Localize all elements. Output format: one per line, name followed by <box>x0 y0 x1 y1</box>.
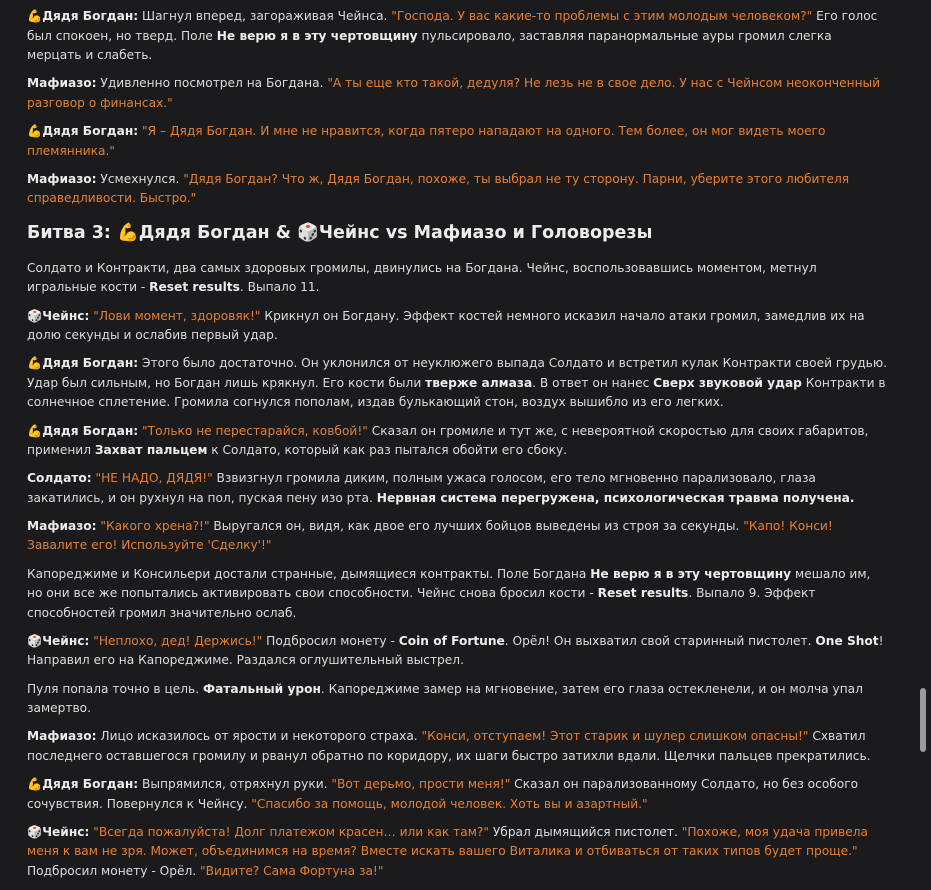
text: ! Направил его на Капореджиме. Раздался оглушительный выстрел. <box>27 633 884 668</box>
bold-text: Reset results <box>149 280 240 295</box>
story-paragraph <box>27 7 889 66</box>
story-paragraph <box>27 632 889 671</box>
text: Этого было достаточно. Он уклонился от неуклюжего выпада Солдато и встретил кулак Контракти своей грудью. Удар был сильным, но Богдан лишь крякнул. Его кости были <box>27 356 887 390</box>
bold-text: Нервная система перегружена, психологическая травма получена. <box>376 490 855 505</box>
story-paragraph <box>27 354 889 413</box>
scrollbar-thumb[interactable] <box>920 688 926 752</box>
bold-text: Мафиазо: <box>27 518 97 533</box>
dialogue-quote: "Какого хрена?!" <box>100 518 210 533</box>
text: Выпрямился, отряхнул руки. <box>138 776 332 791</box>
dialogue-quote: "Спасибо за помощь, молодой человек. Хоть вы и азартный." <box>251 796 648 811</box>
story-paragraph <box>27 170 889 209</box>
text: Чейнс vs Мафиазо и Головорезы <box>318 222 653 243</box>
bold-text: Coin of Fortune <box>398 633 505 648</box>
section-heading <box>27 221 889 245</box>
text: Капореджиме и Консильери достали странные, дымящиеся контракты. Поле Богдана <box>27 566 591 581</box>
flexed-biceps-icon: 💪 <box>27 356 43 371</box>
game-die-icon: 🎲 <box>27 824 43 839</box>
text: Удивленно посмотрел на Богдана. <box>96 76 328 91</box>
bold-text: Солдато: <box>27 471 92 486</box>
story-paragraph <box>27 565 889 624</box>
text: Убрал дымящийся пистолет. <box>489 824 682 839</box>
scrollbar[interactable] <box>918 0 928 780</box>
game-die-icon: 🎲 <box>27 633 43 648</box>
bold-text: Захват пальцем <box>94 443 208 458</box>
dialogue-quote: "Дядя Богдан? Что ж, Дядя Богдан, похоже, ты выбрал не ту сторону. Парни, уберите этого любителя справедливости. Быстро." <box>27 171 850 206</box>
flexed-biceps-icon: 💪 <box>27 123 43 138</box>
bold-text: Чейнс: <box>42 308 90 323</box>
text: . Выпало 11. <box>239 280 320 295</box>
bold-text: тверже алмаза <box>425 375 533 390</box>
text: Сказал он парализованному Солдато, но без особого сочувствия. Повернулся к Чейнсу. <box>27 776 859 811</box>
text: . В ответ он нанес <box>532 375 654 390</box>
story-paragraph <box>27 680 889 719</box>
bold-text: Дядя Богдан: <box>42 356 139 371</box>
text: . Выпало 9. Эффект способностей громил значительно ослаб. <box>27 586 816 620</box>
bold-text: Чейнс: <box>42 824 90 839</box>
bold-text: Reset results <box>597 586 689 601</box>
story-paragraph <box>27 307 889 346</box>
dialogue-quote: "Господа. У вас какие-то проблемы с этим молодым человеком?" <box>391 9 813 23</box>
text: мешало им, но они все же попытались активировать свои способности. Чейнс снова бросил кости - <box>27 566 871 601</box>
text: Выругался он, видя, как двое его лучших бойцов выведены из строя за секунды. <box>209 518 744 533</box>
text: . Орёл! Он выхватил свой старинный пистолет. <box>504 633 816 648</box>
story-paragraph <box>27 122 889 161</box>
flexed-biceps-icon: 💪 <box>27 9 43 23</box>
dialogue-quote: "Видите? Сама Фортуна за!" <box>199 863 384 878</box>
story-paragraph <box>27 727 889 766</box>
text: Лицо исказилось от ярости и некоторого страха. <box>96 729 422 744</box>
bold-text: Сверх звуковой удар <box>653 375 802 390</box>
text: Взвизгнул громила диким, полным ужаса голосом, его тело мгновенно парализовало, глаза закатились, и он рухнул на пол, пуская пену изо рта. <box>27 471 816 505</box>
bold-text: Мафиазо: <box>27 729 97 744</box>
story-paragraph <box>27 74 889 113</box>
dialogue-quote: "Я – Дядя Богдан. И мне не нравится, когда пятеро нападают на одного. Тем более, он мог видеть моего племянника." <box>27 123 826 158</box>
game-die-icon: 🎲 <box>27 308 43 323</box>
flexed-biceps-icon: 💪 <box>27 776 43 791</box>
text: . Капореджиме замер на мгновение, затем его глаза остекленели, и он молча упал замертво. <box>27 681 863 716</box>
text: Его голос был спокоен, но тверд. Поле <box>27 9 878 43</box>
bold-text: Мафиазо: <box>27 171 97 186</box>
text: Контракти в солнечное сплетение. Громила согнулся пополам, издав булькающий стон, воздух вышибло из его легких. <box>27 375 886 410</box>
text: Пуля попала точно в цель. <box>27 681 203 696</box>
dialogue-quote: "Конси, отступаем! Этот старик и шулер слишком опасны!" <box>421 729 809 744</box>
text: Подбросил монету - Орёл. <box>27 863 200 878</box>
text: Усмехнулся. <box>96 171 184 186</box>
bold-text: Дядя Богдан: <box>42 423 139 438</box>
bold-text: Дядя Богдан: <box>42 9 139 23</box>
bold-text: Мафиазо: <box>27 76 97 91</box>
flexed-biceps-icon: 💪 <box>27 423 43 438</box>
dialogue-quote: "НЕ НАДО, ДЯДЯ!" <box>95 471 213 486</box>
game-die-icon: 🎲 <box>297 222 319 243</box>
dialogue-quote: "Вот дерьмо, прости меня!" <box>331 776 511 791</box>
dialogue-quote: "Капо! Конси! Завалите его! Используйте 'Сделку'!" <box>27 518 833 553</box>
bold-text: Не верю я в эту чертовщину <box>216 28 418 43</box>
text: Крикнул он Богдану. Эффект костей немного исказил начало атаки громил, замедлив их на долю секунды и ослабив первый удар. <box>27 308 865 343</box>
story-paragraph <box>27 259 889 298</box>
text: Битва 3: <box>27 222 117 243</box>
bold-text: Дядя Богдан: <box>42 776 139 791</box>
story-paragraph <box>27 469 889 508</box>
flexed-biceps-icon: 💪 <box>117 222 139 243</box>
text: пульсировало, заставляя паранормальные ауры громил слегка мерцать и слабеть. <box>27 28 832 63</box>
bold-text: Не верю я в эту чертовщину <box>590 566 792 581</box>
text: Подбросил монету - <box>262 633 399 648</box>
dialogue-quote: "Только не перестарайся, ковбой!" <box>142 423 368 438</box>
dialogue-quote: "Всегда пожалуйста! Долг платежом красен… или как там?" <box>93 824 489 839</box>
bold-text: Чейнс: <box>42 633 90 648</box>
story-paragraph <box>27 517 889 556</box>
dialogue-quote: "А ты еще кто такой, дедуля? Не лезь не в свое дело. У нас с Чейнсом неоконченный разговор о финансах." <box>27 76 881 110</box>
text: Сказал он громиле и тут же, с невероятной скоростью для своих габаритов, применил <box>27 423 869 458</box>
text: Схватил последнего оставшегося громилу и рванул обратно по коридору, их шаги быстро затихли вдали. Щелчки пальцев прекратились. <box>27 729 871 763</box>
story-paragraph <box>27 775 889 814</box>
story-paragraph <box>27 422 889 461</box>
bold-text: Дядя Богдан: <box>42 123 139 138</box>
bold-text: Фатальный урон <box>203 681 321 696</box>
dialogue-quote: "Неплохо, дед! Держись!" <box>93 633 263 648</box>
text: к Солдато, который как раз пытался обойти его сбоку. <box>207 443 568 458</box>
dialogue-quote: "Лови момент, здоровяк!" <box>93 308 261 323</box>
dialogue-quote: "Похоже, моя удача привела меня к вам не зря. Может, объединимся на время? Вместе искать вашего Виталика и отбиваться от таких типов будет проще." <box>27 824 868 859</box>
chat-message-content <box>27 0 889 890</box>
text: Шагнул вперед, загораживая Чейнса. <box>138 9 392 23</box>
bold-text: One Shot <box>815 633 879 648</box>
story-paragraph <box>27 823 889 882</box>
text: Дядя Богдан & <box>138 222 298 243</box>
text: Солдато и Контракти, два самых здоровых громилы, двинулись на Богдана. Чейнс, воспользовавшись моментом, метнул игральные кости - <box>27 260 817 295</box>
